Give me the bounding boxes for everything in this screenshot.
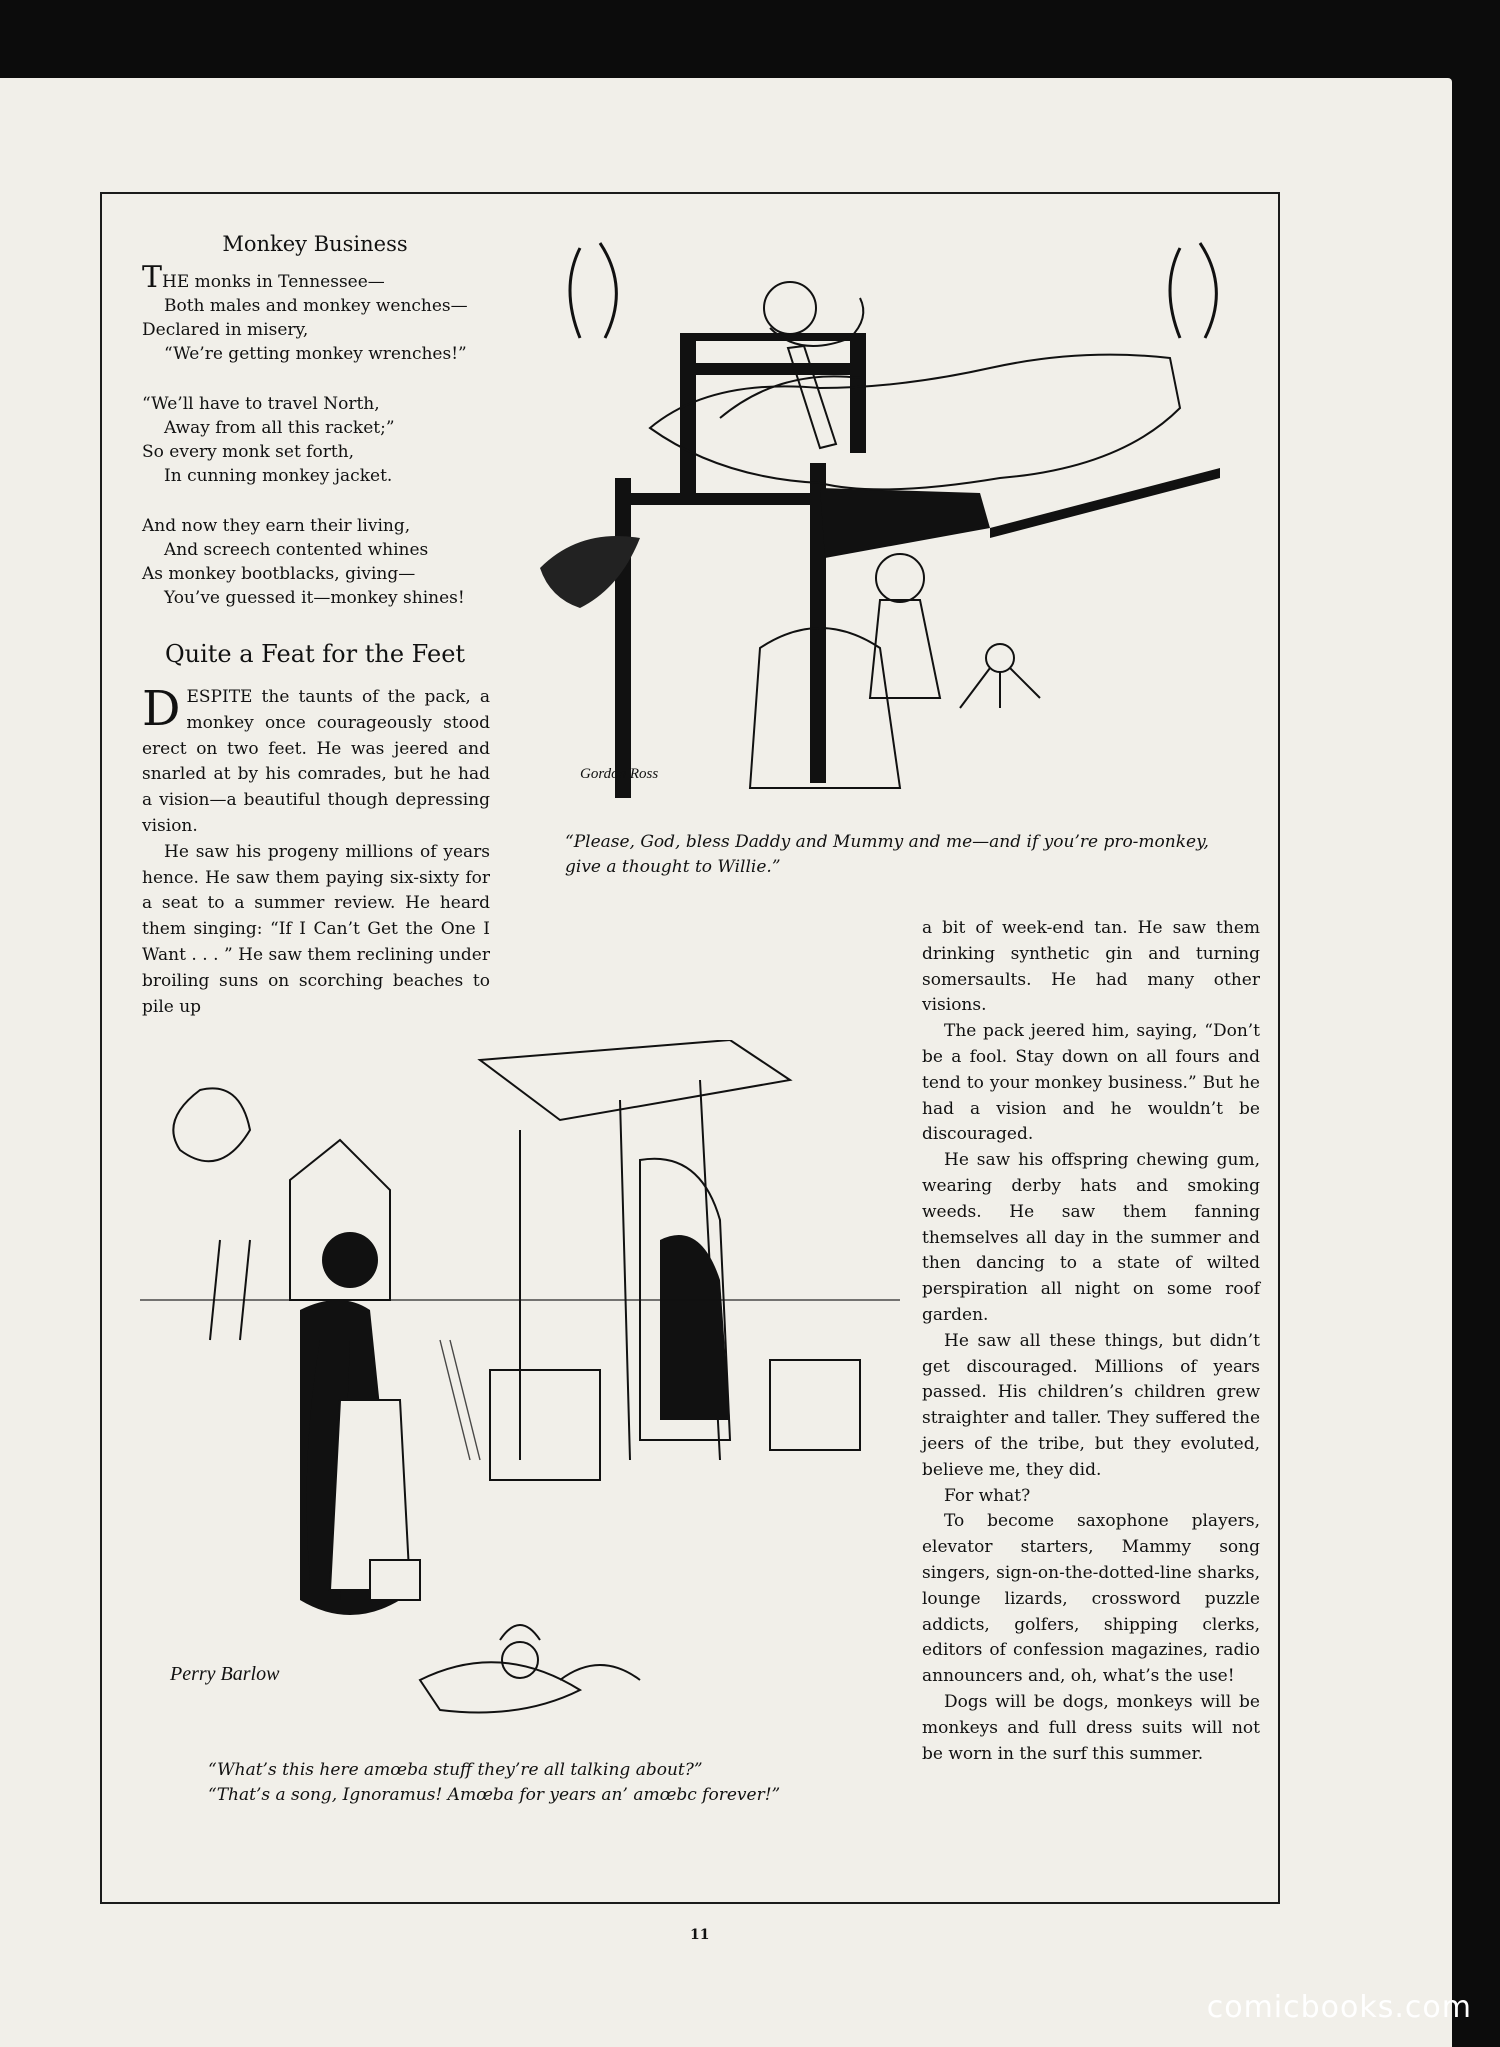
poem-line: “We’re getting monkey wrenches!” [164, 344, 467, 364]
poem-line: Both males and monkey wenches— [164, 296, 468, 316]
article-paragraph: The pack jeered him, saying, “Don’t be a fool. Stay down on all fours and tend to your monkey business.” But he had a vision and he wouldn’t be discouraged. [922, 1021, 1260, 1145]
farm-caption [208, 1758, 848, 1808]
poem-line: Away from all this racket;” [164, 418, 395, 438]
article-paragraph: He saw his offspring chewing gum, wearing derby hats and smoking weeds. He saw them fanning themselves all day in the summer and then dancing to a state of wilted perspiration all night on some roof garden. [922, 1150, 1260, 1325]
article-lead: ESPITE [186, 687, 253, 707]
article-paragraph: He saw all these things, but didn’t get discouraged. Millions of years passed. His children’s children grew straighter and taller. They suffered the jeers of the tribe, but they evoluted, believe me, they did. [922, 1330, 1260, 1480]
poem-line: And screech contented whines [164, 540, 429, 560]
poem-line: As monkey bootblacks, giving— [142, 564, 416, 584]
article-paragraph: To become saxophone players, elevator starters, Mammy song singers, sign-on-the-dotted-line sharks, lounge lizards, crossword puzzle addicts, golfers, shipping clerks, editors of confession magazines, radio announcers and, oh, what’s the use! [922, 1511, 1260, 1687]
site-watermark: comicbooks.com [1206, 1990, 1472, 2025]
article-paragraph: For what? [944, 1485, 1031, 1506]
article-paragraph: He saw his progeny millions of years hence. He saw them paying six-sixty for a seat to a summer review. He heard them singing: “If I Can’t Get the One I Want . . . ” He saw them reclining under broiling suns on scorching beaches to pile up [142, 841, 490, 1017]
poem-body [142, 260, 502, 610]
poem-title: Monkey Business [222, 232, 408, 256]
bedroom-caption: “Please, God, bless Daddy and Mummy and me—and if you’re pro-monkey, give a thought to Willie.” [565, 832, 1209, 877]
article-paragraph: the taunts of the pack, a monkey once courageously stood erect on two feet. He was jeered and snarled at by his comrades, but he had a vision—a beautiful though depressing vision. [142, 687, 490, 836]
farm-caption-line: “What’s this here amœba stuff they’re all talking about?” [208, 1760, 703, 1780]
article-column-left [142, 681, 490, 1020]
bedroom-signature: Gordon Ross [580, 766, 659, 782]
poem-line: So every monk set forth, [142, 442, 355, 462]
poem-line: HE monks in Tennessee— [162, 272, 385, 292]
article-paragraph: Dogs will be dogs, monkeys will be monkeys and full dress suits will not be worn in the surf this summer. [922, 1691, 1260, 1764]
poem-line: You’ve guessed it—monkey shines! [164, 588, 465, 608]
page-number: 11 [690, 1927, 710, 1943]
poem-line: Declared in misery, [142, 320, 309, 340]
poem-line: In cunning monkey jacket. [164, 466, 393, 486]
article-title: Quite a Feat for the Feet [164, 640, 466, 668]
article-paragraph: a bit of week-end tan. He saw them drinking synthetic gin and turning somersaults. He had many other visions. [922, 918, 1260, 1016]
bedroom-illustration [520, 228, 1260, 828]
farm-illustration [140, 1040, 900, 1750]
farm-signature: Perry Barlow [170, 1663, 280, 1685]
poem-dropcap: T [142, 260, 163, 295]
article-dropcap: D [142, 681, 181, 737]
poem-line: And now they earn their living, [142, 516, 411, 536]
farm-caption-line: “That’s a song, Ignoramus! Amœba for years an’ amœbc forever!” [208, 1785, 781, 1805]
article-column-right [922, 916, 1260, 1767]
poem-line: “We’ll have to travel North, [142, 394, 380, 414]
